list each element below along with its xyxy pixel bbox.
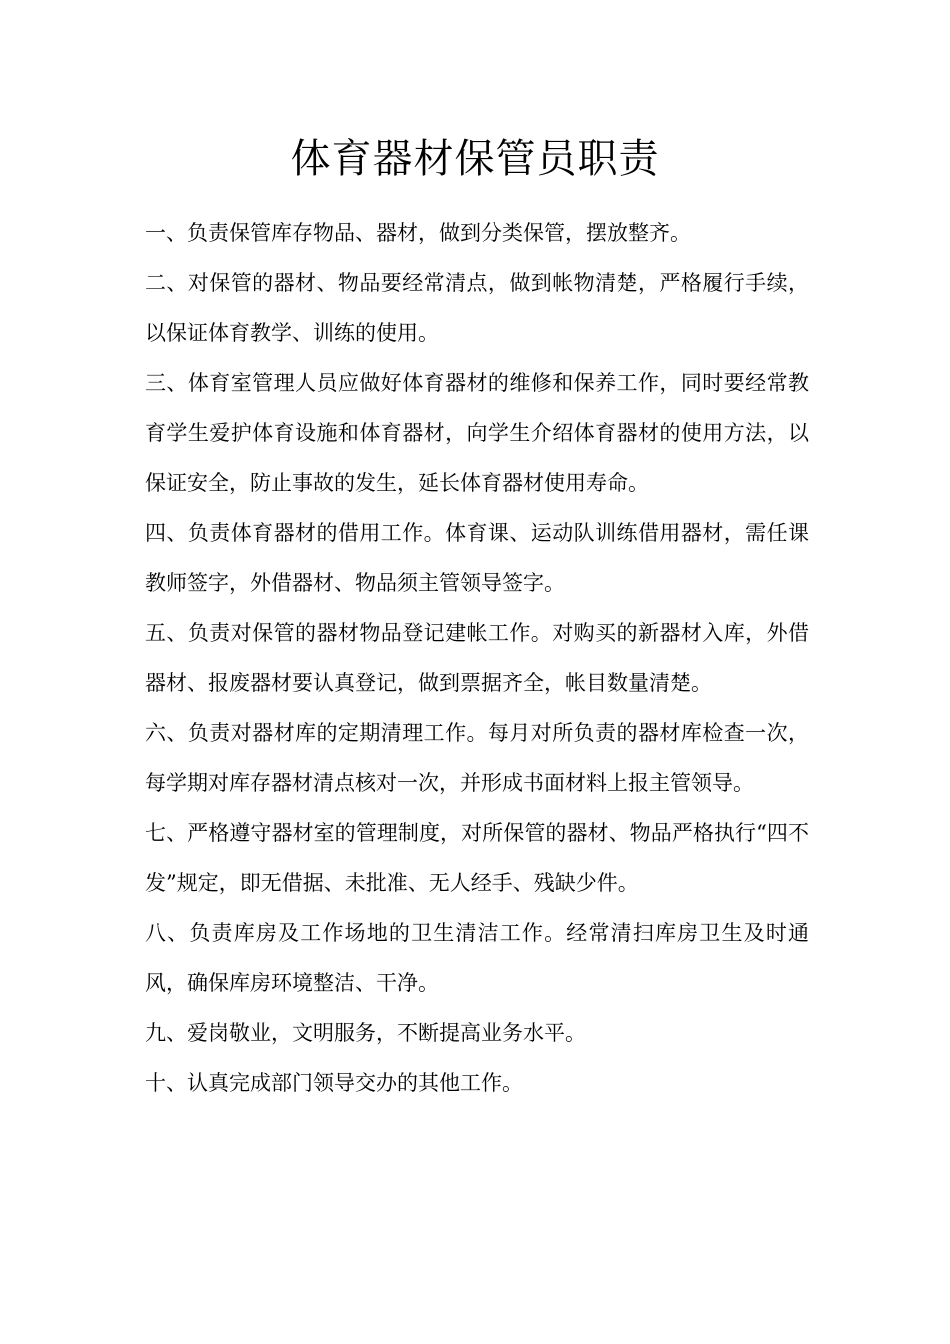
duty-item-2: 二、对保管的器材、物品要经常清点，做到帐物清楚，严格履行手续，以保证体育教学、训练的使用。	[145, 271, 809, 345]
duty-item-1: 一、负责保管库存物品、器材，做到分类保管，摆放整齐。	[145, 221, 691, 245]
duty-item-7: 七、严格遵守器材室的管理制度，对所保管的器材、物品严格执行“四不发”规定，即无借据、未批准、无人经手、残缺少件。	[145, 821, 809, 895]
duty-item-3: 三、体育室管理人员应做好体育器材的维修和保养工作，同时要经常教育学生爱护体育设施和体育器材，向学生介绍体育器材的使用方法，以保证安全，防止事故的发生，延长体育器材使用寿命。	[145, 371, 809, 495]
page-title: 体育器材保管员职责	[290, 135, 660, 182]
duty-item-9: 九、爱岗敬业，文明服务，不断提高业务水平。	[145, 1021, 586, 1045]
duty-item-4: 四、负责体育器材的借用工作。体育课、运动队训练借用器材，需任课教师签字，外借器材、物品须主管领导签字。	[145, 521, 809, 595]
duty-item-8: 八、负责库房及工作场地的卫生清洁工作。经常清扫库房卫生及时通风，确保库房环境整洁、干净。	[145, 921, 809, 995]
duty-item-6: 六、负责对器材库的定期清理工作。每月对所负责的器材库检查一次，每学期对库存器材清点核对一次，并形成书面材料上报主管领导。	[145, 721, 809, 795]
duty-list	[145, 208, 809, 1108]
duty-item-5: 五、负责对保管的器材物品登记建帐工作。对购买的新器材入库，外借器材、报废器材要认真登记，做到票据齐全，帐目数量清楚。	[145, 621, 809, 695]
duty-item-10: 十、认真完成部门领导交办的其他工作。	[145, 1071, 523, 1095]
